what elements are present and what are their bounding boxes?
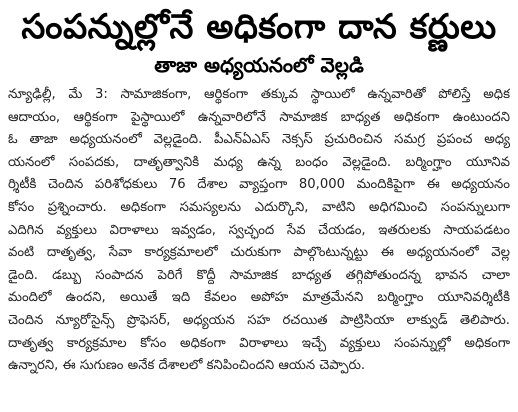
article-body-line: ఎదిగిన వ్యక్తులు విరాళాలు ఇవ్వడం, స్వచ్ఛంద సేవ చేయడం, ఇతరులకు సాయపడటం (8, 222, 510, 238)
article-body-line: ర్శిటీకి చెందిన పరిశోధకులు 76 దేశాల వ్యాప్తంగా 80,000 మందికిపైగా ఈ అధ్యయనం (8, 177, 510, 193)
article-body-line: చెందిన న్యూరోసైన్స్ ప్రొఫెసర్, అధ్యయన సహ రచయిత పాట్రిసియా లాక్వుడ్ తెలిపారు. (8, 312, 510, 328)
article-headline: సంపన్నుల్లోనే అధికంగా దాన కర్ణులు (21, 7, 497, 47)
article-body-line: యనంలో సంపదకు, దాతృత్వానికి మధ్య ఉన్న బంధం వెల్లడైంది. బర్మింగ్హాం యూనివ (8, 154, 510, 170)
article-body-line: డైంది. డబ్బు సంపాదన పెరిగే కొద్దీ సామాజిక బాధ్యత తగ్గిపోతుందన్న భావన చాలా (8, 267, 510, 283)
article-body-line: మందిలో ఉందని, అయితే ఇది కేవలం అపోహ మాత్రమేనని బర్మింగ్హాం యూనివర్శిటీకి (8, 290, 510, 306)
article-body-line: దాతృత్వ కార్యక్రమాల కోసం అధికంగా విరాళాలు ఇచ్చే వ్యక్తులు సంపన్నుల్లో అధికంగా (8, 335, 510, 351)
article-body-line: ఓ తాజా అధ్యయనంలో వెల్లడైంది. పీఎన్ఏఎస్ నెక్సస్ ప్రచురించిన సమగ్ర ప్రపంచ అధ్య (8, 132, 510, 148)
article-body-line: న్యూఢిల్లీ, మే 3: సామాజికంగా, ఆర్థికంగా తక్కువ స్థాయిలో ఉన్నవారితో పోలిస్తే అధిక (8, 87, 510, 102)
article-body-line: ఆదాయం, ఆర్థికంగా పైస్థాయిలో ఉన్నవారిలోనే సామాజిక బాధ్యత అధికంగా ఉంటుందని (8, 109, 510, 125)
article-body-line: ఉన్నారని, ఈ సుగుణం అనేక దేశాలలో కనిపించిందని ఆయన చెప్పారు. (8, 358, 366, 374)
article-body-line: వంటి దాతృత్వ, సేవా కార్యక్రమాలలో చురుకుగా పాల్గొంటున్నట్టు ఈ అధ్యయనంలో వెల్ల (8, 245, 510, 261)
article-body-line: కోసం ప్రశ్నించారు. అధికంగా సమస్యలను ఎదుర్కొని, వాటిని అధిగమించి సంపన్నులుగా (8, 199, 510, 215)
article-body (8, 84, 510, 378)
article-subheadline: తాజా అధ్యయనంలో వెల్లడి (154, 53, 364, 77)
